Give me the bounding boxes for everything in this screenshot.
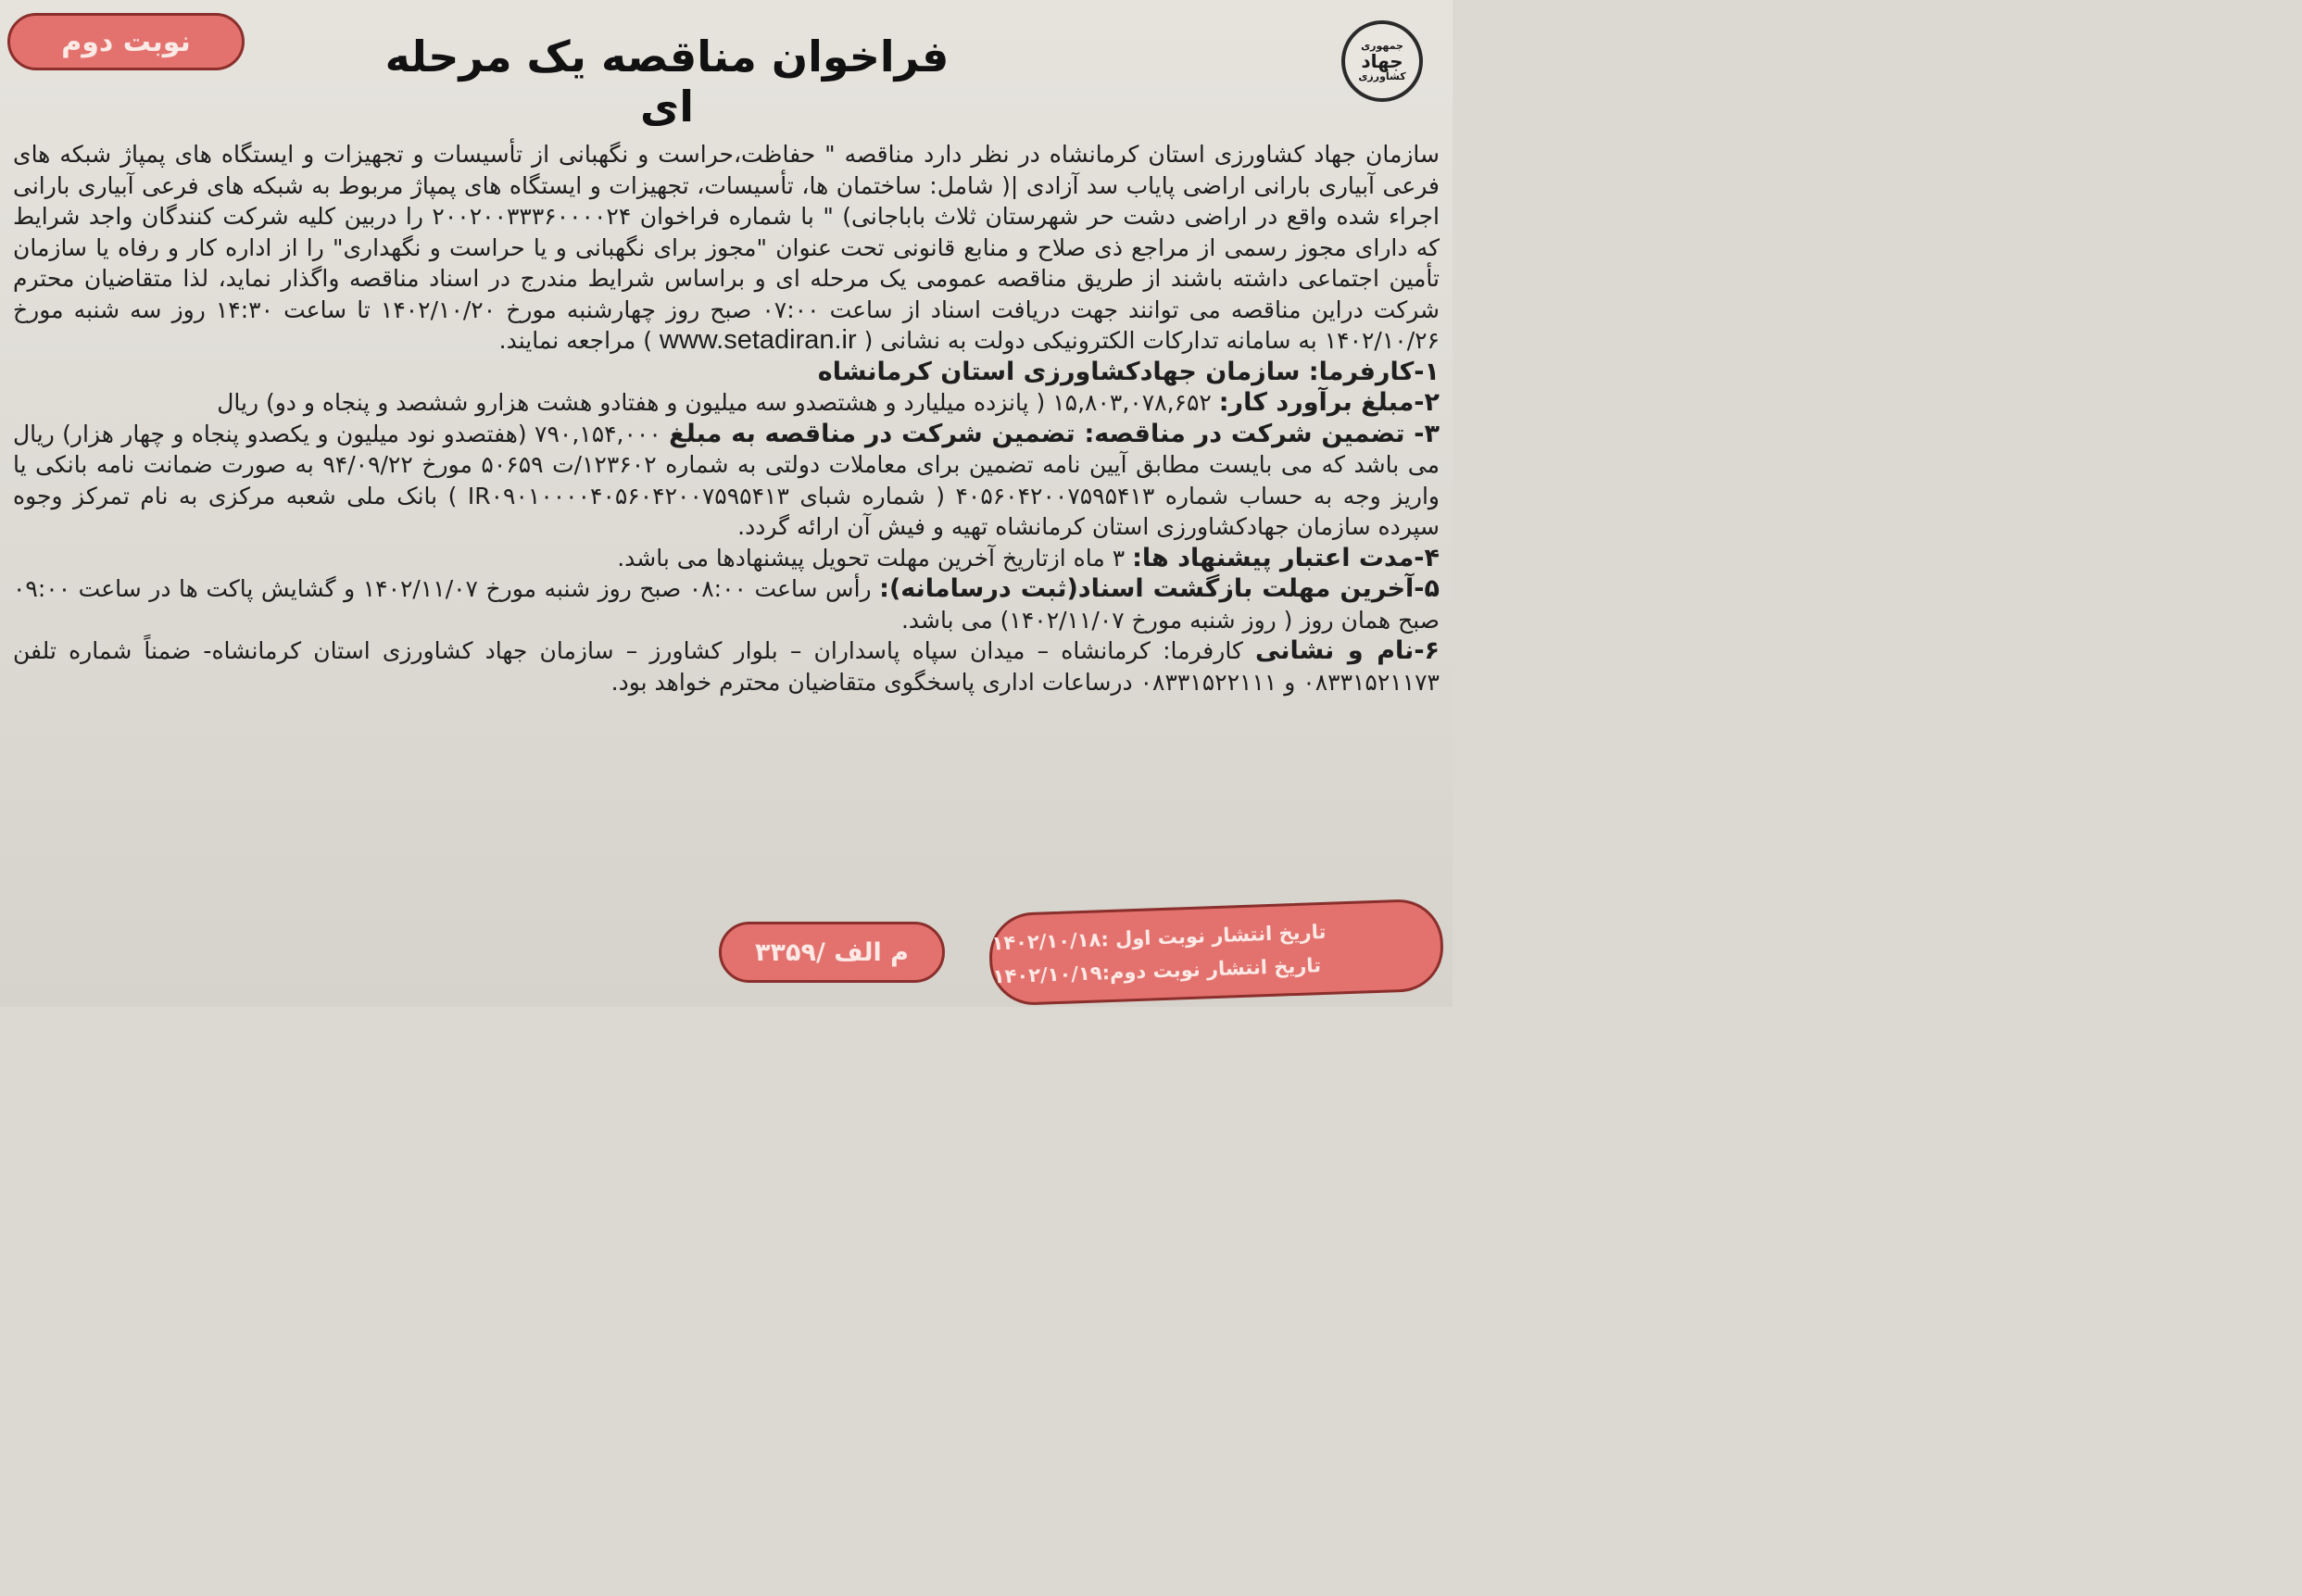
reference-code: م الف /۳۳۵۹ (755, 937, 909, 967)
logo-bottom-text: کشاورزی (1358, 70, 1406, 82)
reference-code-badge (719, 922, 945, 983)
publish-round-label: نوبت دوم (61, 25, 191, 58)
item-label: ۴-مدت اعتبار پیشنهاد ها: (1132, 543, 1440, 572)
logo-top-text: جمهوری (1361, 40, 1403, 52)
list-item (13, 419, 1440, 543)
item-label: ۶-نام و نشانی (1255, 636, 1440, 665)
intro-text: سازمان جهاد کشاورزی استان کرمانشاه در نظر دارد مناقصه " حفاظت،حراست و نگهبانی از تأسیسات و تجهیزات و ایستگاه های پمپاژ شبکه های فرعی آبیاری بارانی اراضی پایاب سد آزادی |( شامل: ساختمان ها، تأسیسات، تجهیزات و ایستگاه های پمپاژ مربوط به شبکه های فرعی آبیاری بارانی اجراء شده واقع در اراضی دشت حر شهرستان ثلاث باباجانی) " با شماره فراخوان ۲۰۰۲۰۰۳۳۳۶۰۰۰۰۲۴ را دربین کلیه شرکت کنندگان واجد شرایط که دارای مجوز رسمی از مراجع ذی صلاح و منابع قانونی تحت عنوان "مجوز برای نگهبانی و یا حراست و نگهداری" را از اداره کار و رفاه یا سازمان تأمین اجتماعی داشته باشند از طریق مناقصه عمومی یک مرحله ای و براساس شرایط مندرج در اسناد مناقصه واگذار نماید، لذا متقاضیان محترم شرکت دراین مناقصه می توانند جهت دریافت اسناد از ساعت ۰۷:۰۰ صبح روز چهارشنبه مورخ ۱۴۰۲/۱۰/۲۰ تا ساعت ۱۴:۳۰ روز سه شنبه مورخ ۱۴۰۲/۱۰/۲۶ به سامانه تدارکات الکترونیکی دولت به نشانی ( (13, 141, 1440, 354)
list-item (13, 543, 1440, 574)
setadiran-link[interactable]: www.setadiran.ir (659, 325, 857, 355)
list-item (13, 387, 1440, 419)
item-label: ۲-مبلغ برآورد کار: (1218, 388, 1440, 417)
intro-paragraph (13, 139, 1440, 357)
item-text: ۳ ماه ازتاریخ آخرین مهلت تحویل پیشنهادها می باشد. (617, 544, 1126, 572)
item-text: کارفرما: کرمانشاه – میدان سپاه پاسداران – بلوار کشاورز – سازمان جهاد کشاورزی استان کرمانشاه- ضمناً شماره تلفن ۰۸۳۳۱۵۲۱۱۷۳ و ۰۸۳۳۱۵۲۲۱۱۱ درساعات اداری پاسخگوی متقاضیان محترم خواهد بود. (13, 637, 1440, 696)
item-text: رأس ساعت ۰۸:۰۰ صبح روز شنبه مورخ ۱۴۰۲/۱۱/۰۷ و گشایش پاکت ها در ساعت ۰۹:۰۰ صبح همان روز ( روز شنبه مورخ ۱۴۰۲/۱۱/۰۷) می باشد. (13, 575, 1440, 634)
page-title: فراخوان مناقصه یک مرحله ای (384, 31, 950, 132)
item-text: ۱۵,۸۰۳,۰۷۸,۶۵۲ ( پانزده میلیارد و هشتصدو سه میلیون و هفتادو هشت هزارو ششصد و پنجاه و دو) ریال (217, 389, 1212, 416)
item-label: ۳- تضمین شرکت در مناقصه: تضمین شرکت در مناقصه به مبلغ (669, 419, 1440, 448)
item-label: ۵-آخرین مهلت بازگشت اسناد(ثبت درسامانه): (879, 574, 1440, 603)
publish-dates-badge (987, 898, 1444, 1006)
first-publish-date: تاریخ انتشار نوبت اول :۱۴۰۲/۱۰/۱۸ (991, 920, 1327, 955)
list-item (13, 357, 1440, 388)
list-item (13, 573, 1440, 635)
logo-main-text: جهاد (1361, 50, 1403, 72)
jahad-keshavarzi-logo (1341, 20, 1423, 102)
intro-end-text: ) مراجعه نمایند. (498, 327, 652, 354)
item-label: ۱-کارفرما: سازمان جهادکشاورزی استان کرمانشاه (817, 357, 1440, 386)
list-item (13, 635, 1440, 697)
tender-announcement-body (13, 139, 1440, 697)
second-publish-date: تاریخ انتشار نوبت دوم:۱۴۰۲/۱۰/۱۹ (992, 954, 1322, 988)
publish-round-badge (7, 13, 245, 70)
item-text: ۷۹۰,۱۵۴,۰۰۰ (هفتصدو نود میلیون و یکصدو پنجاه و چهار هزار) ریال می باشد که می بایست مطابق آیین نامه تضمین برای معاملات دولتی به شماره ۱۲۳۶۰۲/ت ۵۰۶۵۹ مورخ ۹۴/۰۹/۲۲ به صورت ضمانت نامه بانکی یا واریز وجه به حساب شماره ۴۰۵۶۰۴۲۰۰۷۵۹۵۴۱۳ ( شماره شبای IR۰۹۰۱۰۰۰۰۴۰۵۶۰۴۲۰۰۷۵۹۵۴۱۳ ) بانک ملی شعبه مرکزی به نام تمرکز وجوه سپرده سازمان جهادکشاورزی استان کرمانشاه تهیه و فیش آن ارائه گردد. (13, 420, 1440, 540)
